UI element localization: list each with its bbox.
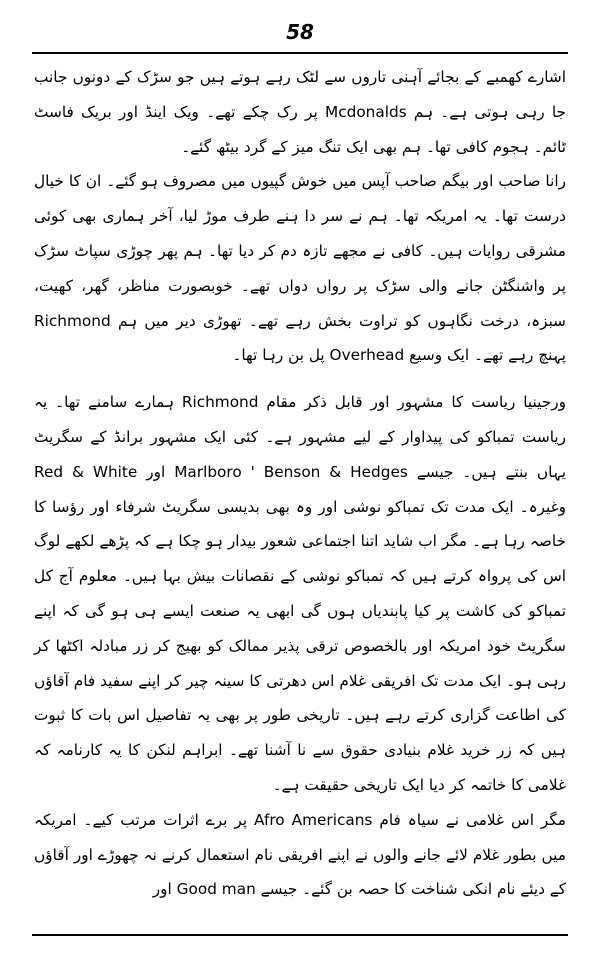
- paragraph-1: اشارے کھمبے کے بجائے آہنی تاروں سے لٹک رہے ہوتے ہیں جو سڑک کے دونوں جانب جا رہی ہوتی ہے۔ ہم Mcdonalds پر رک چکے تھے۔ ویک اینڈ اور بریک فاسٹ ٹائم۔ ہجوم کافی تھا۔ ہم بھی ایک تنگ میز کے گرد بیٹھ گئے۔: [34, 68, 567, 156]
- page-number: 58: [286, 20, 314, 44]
- paragraph-3: ورجینیا ریاست کا مشہور اور قابل ذکر مقام Richmond ہمارے سامنے تھا۔ یہ ریاست تمباکو کی پیداوار کے لیے مشہور ہے۔ کئی ایک مشہور برانڈ کے سگریٹ یہاں بنتے ہیں۔ جیسے Marlboro ' Benson & Hedges اور Red & White وغیرہ۔ ایک مدت تک تمباکو نوشی اور وہ بھی بدیسی سگریٹ شرفاء اور رؤسا کا خاصہ رہا ہے۔ مگر اب شاید اتنا اجتماعی شعور بیدار ہو چکا ہے کہ پڑھے لکھے لوگ اس کی پرواہ کرتے ہیں کہ تمباکو نوشی کے نقصانات بیش بہا ہیں۔ معلوم آج کل تمباکو کی کاشت پر کیا پابندیاں ہوں گی ابھی یہ صنعت ایسے ہی ہو گی کہ اپنے سگریٹ خود امریکہ اور بالخصوص ترقی پذیر ممالک کو بھیج کر زر مبادلہ اکٹھا کر رہی ہو۔ ایک مدت تک افریقی غلام اس دھرتی کا سینہ چیر کر اپنے سفید فام آقاؤں کی اطاعت گزاری کرتے رہے ہیں۔ تاریخی طور پر بھی یہ تفاصیل اس بات کا ثبوت ہیں کہ زر خرید غلام بنیادی حقوق سے نا آشنا تھے۔ ابراہم لنکن کا یہ کارنامہ کہ غلامی کا خاتمہ کر دیا ایک تاریخی حقیقت ہے۔: [34, 393, 567, 794]
- header-rule: [32, 52, 568, 54]
- paragraph-2: رانا صاحب اور بیگم صاحب آپس میں خوش گپیوں میں مصروف ہو گئے۔ ان کا خیال درست تھا۔ یہ امریکہ تھا۔ ہم نے سر دا ہنے طرف موڑ لیا، آخر ہماری بھی کوئی مشرقی روایات ہیں۔ کافی نے مجھے تازہ دم کر دیا تھا۔ ہم پھر چوڑی سپاٹ سڑک پر واشنگٹن جانے والی سڑک پر رواں دواں تھے۔ خوبصورت مناظر، گھر، کھیت، سبزہ، درخت نگاہوں کو تراوت بخش رہے تھے۔ تھوڑی دیر میں ہم Richmond پہنچ رہے تھے۔ ایک وسیع Overhead پل بن رہا تھا۔: [34, 172, 566, 365]
- page-body: [34, 60, 566, 907]
- footer-rule: [32, 934, 568, 936]
- paragraph-4: مگر اس غلامی نے سیاہ فام Afro Americans پر برے اثرات مرتب کیے۔ امریکہ میں بطور غلام لائے جانے والوں نے اپنے افریقی نام استعمال کرنے نہ چھوڑے اور آقاؤں کے دیئے نام انکی شناخت کا حصہ بن گئے۔ جیسے Good man اور: [34, 810, 566, 899]
